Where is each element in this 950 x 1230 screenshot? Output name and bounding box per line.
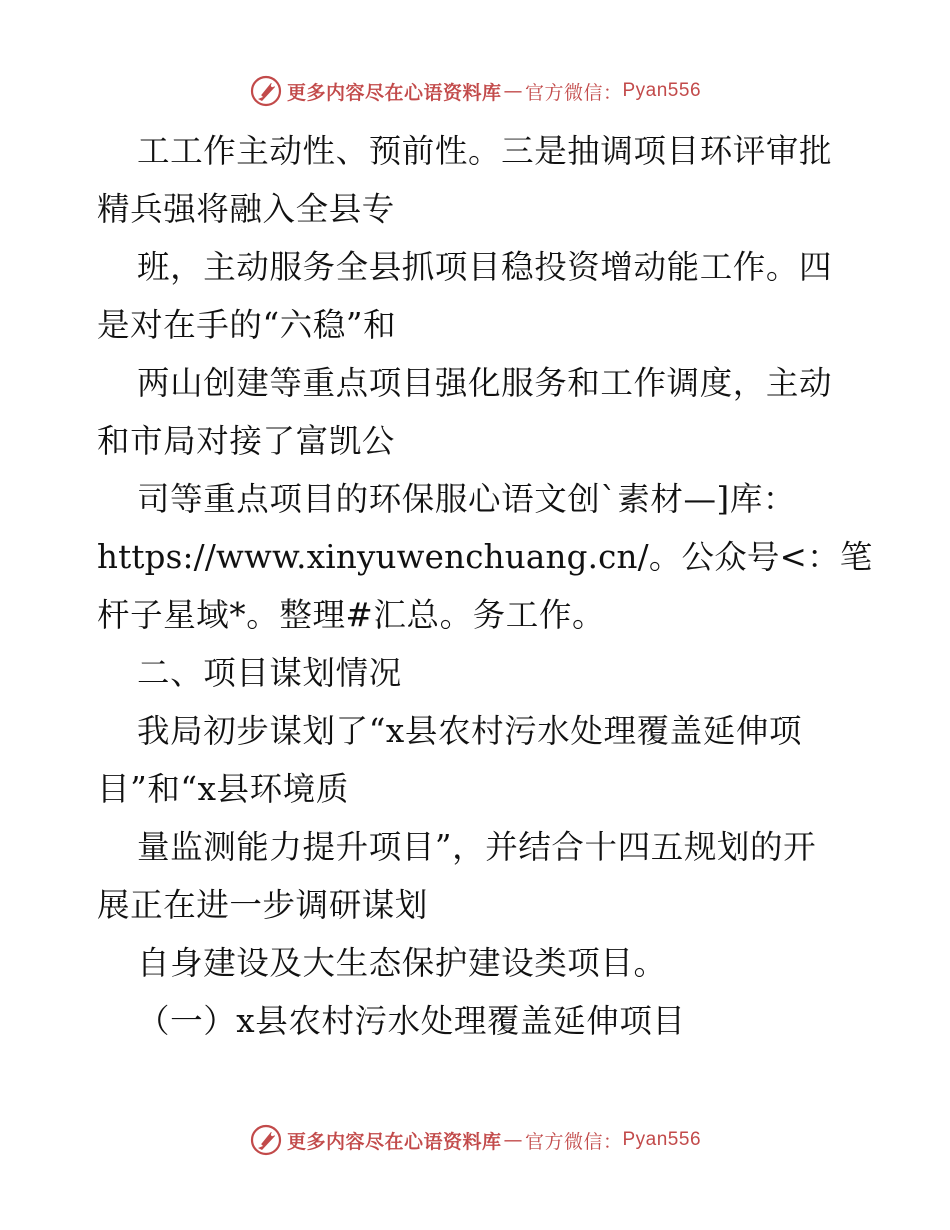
subsection-heading: （一）x县农村污水处理覆盖延伸项目 <box>137 1002 686 1040</box>
document-body <box>97 122 873 1050</box>
pen-nib-logo-icon <box>249 1123 283 1157</box>
watermark-banner-bottom <box>0 1123 950 1157</box>
body-line: 目”和“x县环境质 <box>97 770 349 808</box>
body-line-url: https://www.xinyuwenchuang.cn/。公众号<：笔 <box>97 538 873 576</box>
watermark-main-text: 更多内容尽在心语资料库 <box>286 1130 502 1153</box>
body-line: 精兵强将融入全县专 <box>97 190 395 228</box>
watermark-separator: — <box>503 1129 523 1151</box>
body-line: 和市局对接了富凯公 <box>97 422 395 460</box>
body-line: 量监测能力提升项目”，并结合十四五规划的开 <box>137 828 817 866</box>
watermark-main-text: 更多内容尽在心语资料库 <box>286 81 502 104</box>
watermark-wechat-id: Pyan556 <box>622 80 702 101</box>
pen-nib-logo-icon <box>249 74 283 108</box>
watermark-separator: — <box>503 80 523 102</box>
body-line: 是对在手的“六稳”和 <box>97 306 397 344</box>
watermark-sub-text: 官方微信： <box>524 81 623 104</box>
body-line: 杆子星域*。整理#汇总。务工作。 <box>97 596 606 634</box>
body-line: 司等重点项目的环保服心语文创`素材—]库： <box>137 480 797 518</box>
body-line: 展正在进一步调研谋划 <box>97 886 429 924</box>
body-line: 自身建设及大生态保护建设类项目。 <box>137 944 667 982</box>
body-line: 班，主动服务全县抓项目稳投资增动能工作。四 <box>137 248 833 286</box>
watermark-wechat-id: Pyan556 <box>622 1129 702 1150</box>
body-line: 我局初步谋划了“x县农村污水处理覆盖延伸项 <box>137 712 803 750</box>
section-heading: 二、项目谋划情况 <box>137 654 402 692</box>
body-line: 两山创建等重点项目强化服务和工作调度，主动 <box>137 364 833 402</box>
body-line: 工工作主动性、预前性。三是抽调项目环评审批 <box>137 132 833 170</box>
watermark-banner-top <box>0 74 950 108</box>
watermark-sub-text: 官方微信： <box>524 1130 623 1153</box>
